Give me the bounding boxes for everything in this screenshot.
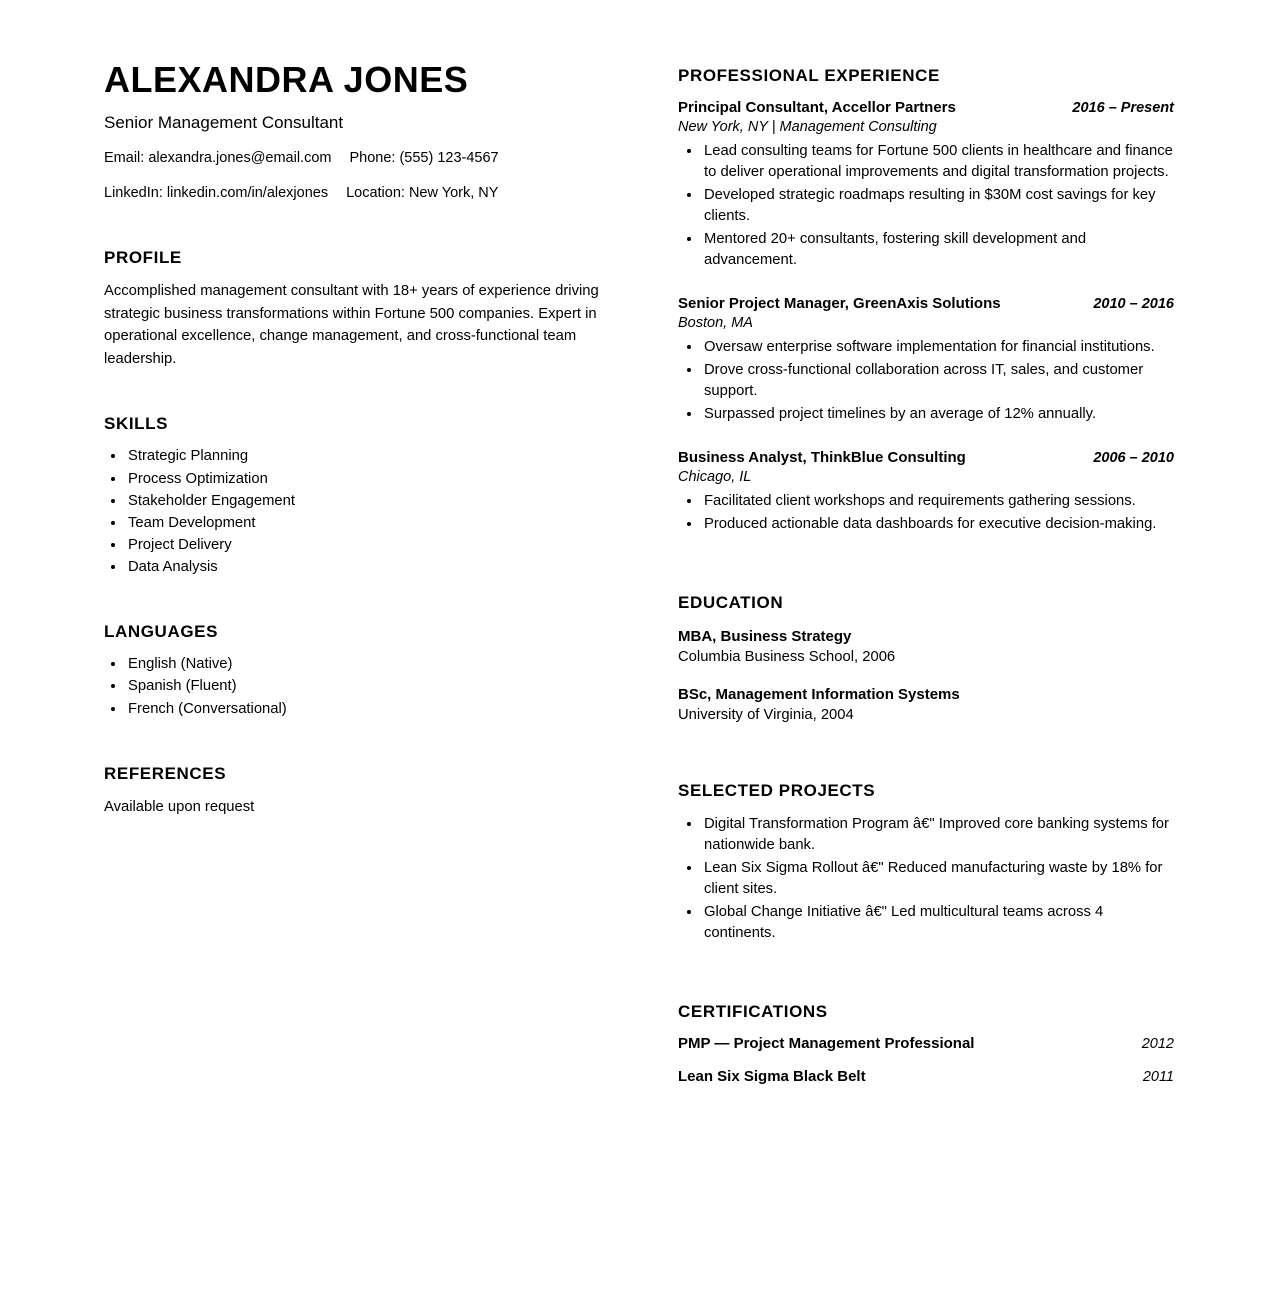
section-spacer [678, 725, 1174, 781]
experience-entry [678, 99, 1174, 271]
projects-heading: SELECTED PROJECTS [678, 781, 876, 801]
education-school: University of Virginia, 2004 [678, 706, 854, 723]
list-item: • Oversaw enterprise software implementation for financial institutions. [702, 337, 1174, 358]
section-spacer [678, 537, 1174, 593]
list-item: • Process Optimization [126, 469, 604, 490]
experience-heading: PROFESSIONAL EXPERIENCE [678, 66, 940, 85]
experience-entry-header [678, 295, 1174, 312]
experience-entry-header [678, 99, 1174, 116]
list-item: • English (Native) [126, 654, 604, 675]
education-heading: EDUCATION [678, 593, 784, 612]
contact-line-secondary [104, 183, 604, 204]
job-dates: 2016 – Present [1072, 100, 1174, 116]
list-item: • Lean Six Sigma Rollout â€" Reduced manufacturing waste by 18% for client sites. [702, 858, 1174, 900]
references-section [104, 764, 604, 818]
references-heading: REFERENCES [104, 763, 227, 783]
job-title: Principal Consultant, Accellor Partners [678, 99, 956, 116]
certification-entry [678, 1068, 1174, 1085]
education-entry [678, 626, 1174, 668]
job-title: Senior Project Manager, GreenAxis Solutions [678, 295, 1001, 312]
experience-section [678, 66, 1174, 535]
list-item: • Project Delivery [126, 535, 604, 556]
certifications-heading: CERTIFICATIONS [678, 1002, 828, 1022]
profile-section [104, 248, 604, 370]
list-item: • Spanish (Fluent) [126, 676, 604, 697]
certification-name: Lean Six Sigma Black Belt [678, 1068, 866, 1086]
list-item: • Produced actionable data dashboards for executive decision-making. [702, 514, 1174, 535]
right-column [678, 66, 1174, 1085]
job-bullet-list [678, 337, 1174, 425]
left-column [104, 60, 604, 818]
certifications-section [678, 1002, 1174, 1085]
education-entry [678, 684, 1174, 726]
phone-text: Phone: (555) 123-4567 [349, 150, 499, 167]
list-item: • Team Development [126, 513, 604, 534]
list-item: • Drove cross-functional collaboration across IT, sales, and customer support. [702, 360, 1174, 402]
job-dates: 2010 – 2016 [1093, 296, 1174, 312]
projects-section [678, 781, 1174, 944]
languages-heading: LANGUAGES [104, 622, 219, 642]
email-text: Email: alexandra.jones@email.com [104, 150, 332, 167]
experience-entry [678, 295, 1174, 425]
list-item: • Global Change Initiative â€" Led multicultural teams across 4 continents. [702, 902, 1174, 944]
list-item: • Mentored 20+ consultants, fostering skill development and advancement. [702, 229, 1174, 271]
list-item: • Surpassed project timelines by an average of 12% annually. [702, 404, 1174, 425]
languages-list [104, 654, 604, 719]
list-item: • French (Conversational) [126, 699, 604, 720]
job-meta: Chicago, IL [678, 469, 752, 485]
job-bullet-list [678, 141, 1174, 271]
header-block [104, 60, 604, 204]
list-item: • Lead consulting teams for Fortune 500 clients in healthcare and finance to deliver operational improvements and digital transformation projects. [702, 141, 1174, 183]
list-item: • Facilitated client workshops and requirements gathering sessions. [702, 491, 1174, 512]
skills-list [104, 446, 604, 578]
skills-heading: SKILLS [104, 414, 169, 434]
list-item: • Strategic Planning [126, 446, 604, 467]
job-meta: New York, NY | Management Consulting [678, 119, 937, 135]
certification-entry [678, 1035, 1174, 1052]
linkedin-text: LinkedIn: linkedin.com/in/alexjones [104, 185, 329, 202]
certification-year: 2012 [1141, 1036, 1174, 1053]
projects-list [678, 814, 1174, 944]
job-bullet-list [678, 491, 1174, 535]
education-section [678, 593, 1174, 725]
education-degree: MBA, Business Strategy [678, 628, 852, 645]
education-degree: BSc, Management Information Systems [678, 685, 960, 703]
experience-entry-header [678, 449, 1174, 466]
references-text: Available upon request [104, 798, 255, 815]
candidate-title: Senior Management Consultant [104, 113, 344, 133]
candidate-name: ALEXANDRA JONES [104, 59, 469, 100]
languages-section [104, 622, 604, 719]
job-meta: Boston, MA [678, 315, 753, 331]
certification-name: PMP — Project Management Professional [678, 1035, 975, 1053]
contact-line-primary [104, 148, 604, 169]
profile-text: Accomplished management consultant with 18+ years of experience driving strategic business transformations within Fortune 500 companies. Expert in operational excellence, change management, and cross-functional team leadership. [104, 283, 599, 367]
section-spacer [678, 946, 1174, 1002]
job-dates: 2006 – 2010 [1093, 450, 1174, 466]
job-title: Business Analyst, ThinkBlue Consulting [678, 449, 966, 466]
experience-entry [678, 449, 1174, 535]
education-school: Columbia Business School, 2006 [678, 649, 896, 665]
list-item: • Data Analysis [126, 557, 604, 578]
profile-heading: PROFILE [104, 248, 182, 268]
list-item: • Stakeholder Engagement [126, 491, 604, 512]
list-item: • Developed strategic roadmaps resulting in $30M cost savings for key clients. [702, 185, 1174, 227]
list-item: • Digital Transformation Program â€" Improved core banking systems for nationwide bank. [702, 814, 1174, 856]
location-text: Location: New York, NY [346, 185, 499, 202]
skills-section [104, 414, 604, 578]
certification-year: 2011 [1142, 1069, 1174, 1086]
